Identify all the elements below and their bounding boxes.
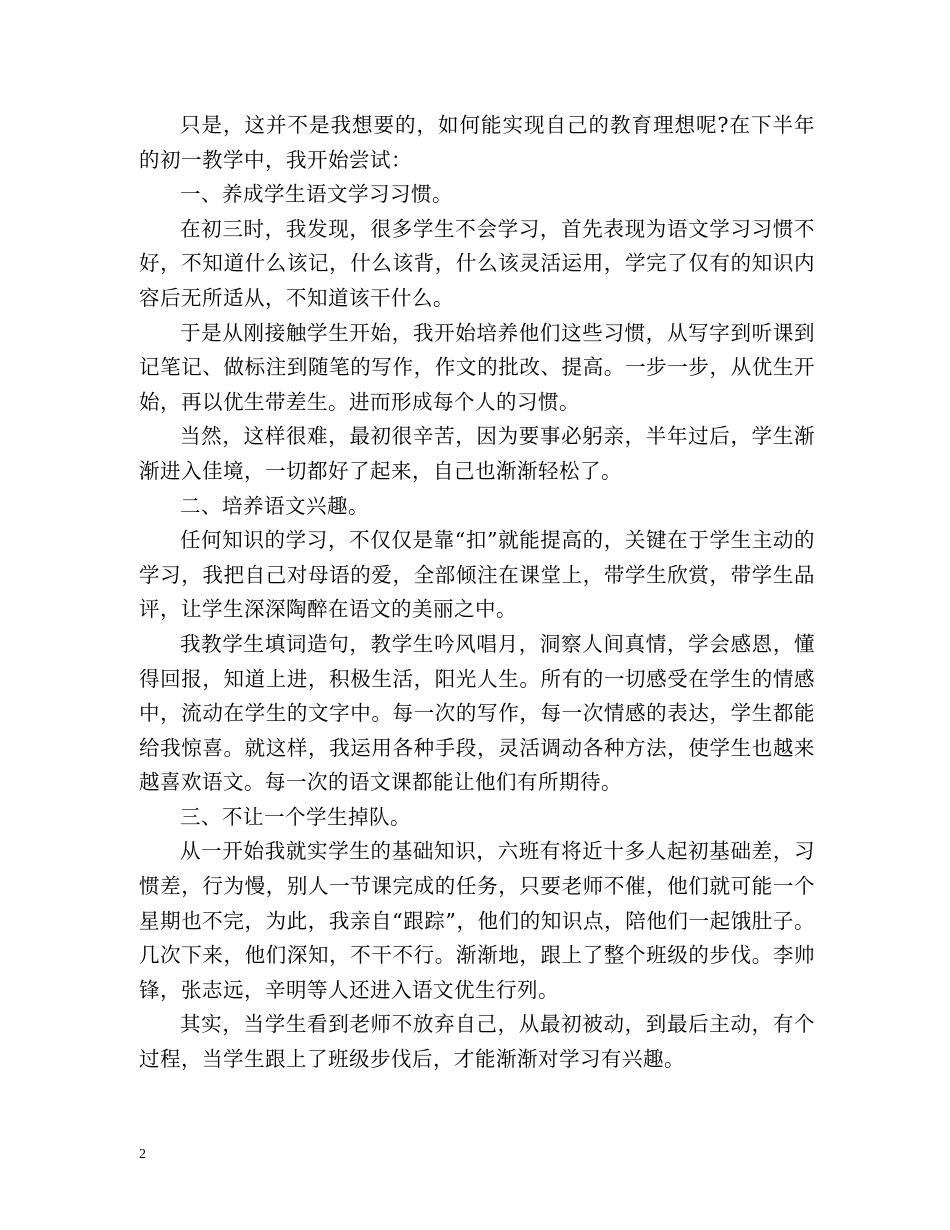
paragraph: 只是，这并不是我想要的，如何能实现自己的教育理想呢?在下半年的初一教学中，我开始尝试： [139,113,815,172]
paragraph: 任何知识的学习，不仅仅是靠“扣”就能提高的，关键在于学生主动的学习，我把自己对母语的爱，全部倾注在课堂上，带学生欣赏，带学生品评，让学生深深陶醉在语文的美丽之中。 [139,528,815,622]
paragraph: 我教学生填词造句，教学生吟风唱月，洞察人间真情，学会感恩，懂得回报，知道上进，积极生活，阳光人生。所有的一切感受在学生的情感中，流动在学生的文字中。每一次的写作，每一次情感的表达，学生都能给我惊喜。就这样，我运用各种手段，灵活调动各种方法，使学生也越来越喜欢语文。每一次的语文课都能让他们有所期待。 [139,631,815,795]
section-heading: 三、不让一个学生掉队。 [180,804,411,829]
body-text [139,108,815,1077]
section-heading: 一、养成学生语文学习习惯。 [180,182,453,207]
paragraph: 当然，这样很难，最初很辛苦，因为要事必躬亲，半年过后，学生渐渐进入佳境，一切都好了起来，自己也渐渐轻松了。 [139,424,815,483]
paragraph: 从一开始我就实学生的基础知识，六班有将近十多人起初基础差，习惯差，行为慢，别人一节课完成的任务，只要老师不催，他们就可能一个星期也不完，为此，我亲自“跟踪”，他们的知识点，陪他们一起饿肚子。几次下来，他们深知，不干不行。渐渐地，跟上了整个班级的步伐。李帅锋，张志远，辛明等人还进入语文优生行列。 [139,839,815,1002]
page-number: 2 [139,1147,146,1162]
paragraph: 于是从刚接触学生开始，我开始培养他们这些习惯，从写字到听课到记笔记、做标注到随笔的写作，作文的批改、提高。一步一步，从优生开始，再以优生带差生。进而形成每个人的习惯。 [139,320,815,414]
section-heading: 二、培养语文兴趣。 [180,493,369,518]
paragraph: 其实，当学生看到老师不放弃自己，从最初被动，到最后主动，有个过程，当学生跟上了班级步伐后，才能渐渐对学习有兴趣。 [139,1012,815,1072]
paragraph: 在初三时，我发现，很多学生不会学习，首先表现为语文学习习惯不好，不知道什么该记，什么该背，什么该灵活运用，学完了仅有的知识内容后无所适从，不知道该干什么。 [139,216,815,310]
